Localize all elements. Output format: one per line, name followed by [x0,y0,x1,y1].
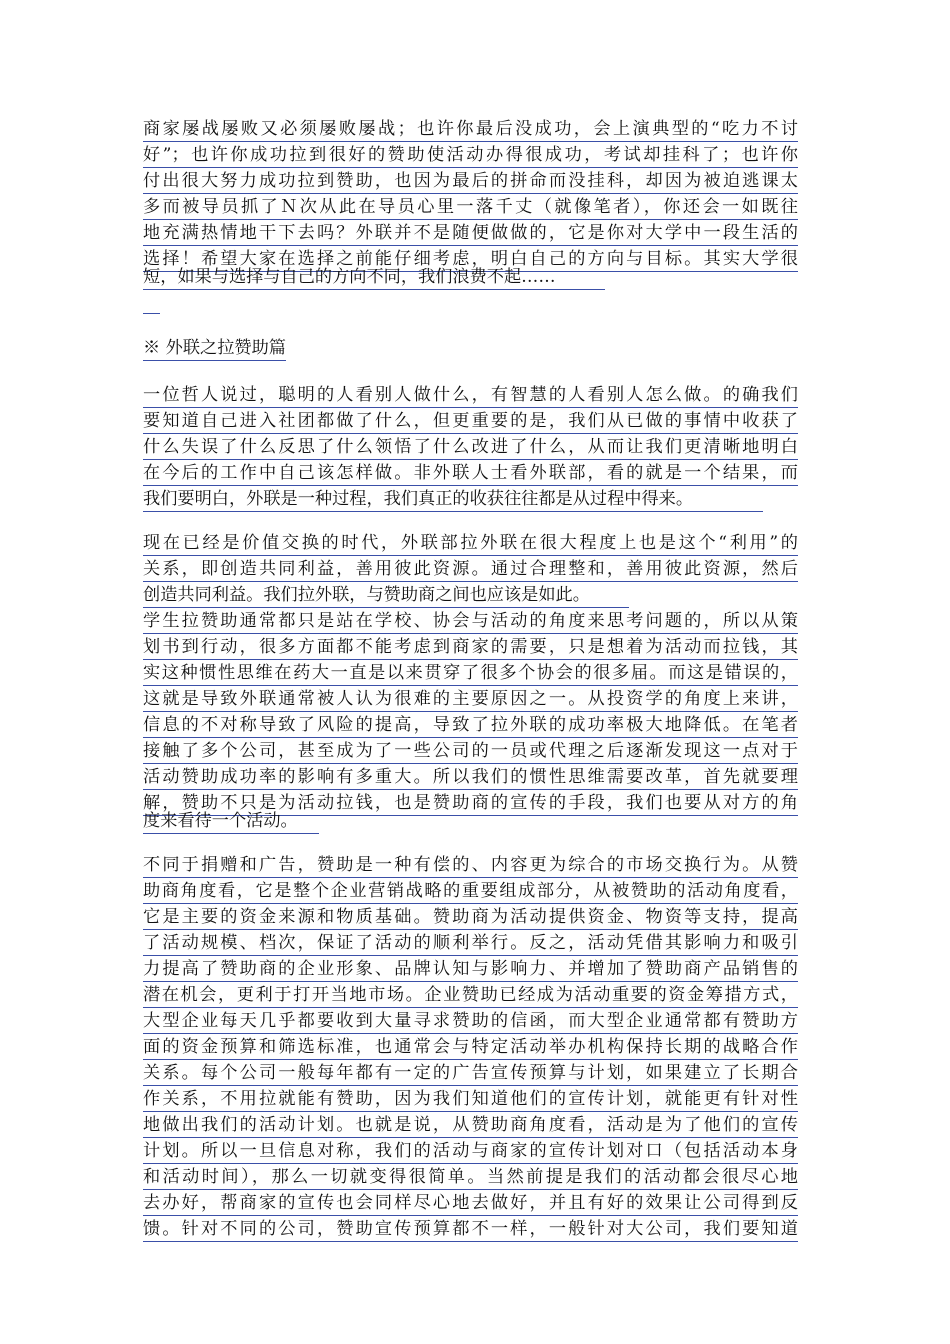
text-line: 我们要明白，外联是一种过程，我们真正的收获往往都是从过程中得来。 [143,486,763,512]
text-line: 一位哲人说过，聪明的人看别人做什么，有智慧的人看别人怎么做。的确我们 [143,382,798,408]
text-line: 计划。所以一旦信息对称，我们的活动与商家的宣传计划对口（包括活动本身 [143,1138,798,1164]
text-line: 潜在机会，更利于打开当地市场。企业赞助已经成为活动重要的资金筹措方式， [143,982,798,1008]
section-heading: ※ 外联之拉赞助篇 [143,335,286,361]
text-line: 和活动时间），那么一切就变得很简单。当然前提是我们的活动都会很尽心地 [143,1164,798,1190]
text-line: 在今后的工作中自己该怎样做。非外联人士看外联部，看的就是一个结果，而 [143,460,798,486]
text-line: 什么失误了什么反思了什么领悟了什么改进了什么，从而让我们更清晰地明白 [143,434,798,460]
text-line: 商家屡战屡败又必须屡败屡战；也许你最后没成功，会上演典型的“吃力不讨 [143,116,798,142]
text-line: 助商角度看，它是整个企业营销战略的重要组成部分，从被赞助的活动角度看， [143,878,798,904]
text-line: 创造共同利益。我们拉外联，与赞助商之间也应该是如此。 [143,582,629,608]
text-line: 面的资金预算和筛选标准，也通常会与特定活动举办机构保持长期的战略合作 [143,1034,798,1060]
text-line: 要知道自己进入社团都做了什么，但更重要的是，我们从已做的事情中收获了 [143,408,798,434]
text-line: 付出很大努力成功拉到赞助，也因为最后的拼命而没挂科，却因为被迫逃课太 [143,168,798,194]
text-line: 信息的不对称导致了风险的提高，导致了拉外联的成功率极大地降低。在笔者 [143,712,798,738]
text-line: 作关系，不用拉就能有赞助，因为我们知道他们的宣传计划，就能更有针对性 [143,1086,798,1112]
text-line: 它是主要的资金来源和物质基础。赞助商为活动提供资金、物资等支持，提高 [143,904,798,930]
text-line: 馈。针对不同的公司，赞助宣传预算都不一样，一般针对大公司，我们要知道 [143,1216,798,1242]
text-line: 大型企业每天几乎都要收到大量寻求赞助的信函，而大型企业通常都有赞助方 [143,1008,798,1034]
empty-line-mark [143,313,160,314]
text-line: 实这种惯性思维在药大一直是以来贯穿了很多个协会的很多届。而这是错误的， [143,660,798,686]
text-line: 选择！希望大家在选择之前能仔细考虑，明白自己的方向与目标。其实大学很 [143,246,798,272]
text-line: 地充满热情地干下去吗？外联并不是随便做做的，它是你对大学中一段生活的 [143,220,798,246]
text-line: 了活动规模、档次，保证了活动的顺利举行。反之，活动凭借其影响力和吸引 [143,930,798,956]
text-line: 不同于捐赠和广告，赞助是一种有偿的、内容更为综合的市场交换行为。从赞 [143,852,798,878]
text-line: 关系，即创造共同利益，善用彼此资源。通过合理整和，善用彼此资源，然后 [143,556,798,582]
text-line: 这就是导致外联通常被人认为很难的主要原因之一。从投资学的角度上来讲， [143,686,798,712]
text-line: 力提高了赞助商的企业形象、品牌认知与影响力、并增加了赞助商产品销售的 [143,956,798,982]
text-line: 接触了多个公司，甚至成为了一些公司的一员或代理之后逐渐发现这一点对于 [143,738,798,764]
text-line: 去办好，帮商家的宣传也会同样尽心地去做好，并且有好的效果让公司得到反 [143,1190,798,1216]
text-line: 短，如果与选择与自己的方向不同，我们浪费不起…… [143,264,605,290]
text-line: 划书到行动，很多方面都不能考虑到商家的需要，只是想着为活动而拉钱，其 [143,634,798,660]
text-line: 多而被导员抓了Ｎ次从此在导员心里一落千丈（就像笔者），你还会一如既往 [143,194,798,220]
text-line: 度来看待一个活动。 [143,808,319,834]
text-line: 活动赞助成功率的影响有多重大。所以我们的惯性思维需要改革，首先就要理 [143,764,798,790]
text-line: 地做出我们的活动计划。也就是说，从赞助商角度看，活动是为了他们的宣传 [143,1112,798,1138]
text-line: 关系。每个公司一般每年都有一定的广告宣传预算与计划，如果建立了长期合 [143,1060,798,1086]
text-line: 学生拉赞助通常都只是站在学校、协会与活动的角度来思考问题的，所以从策 [143,608,798,634]
text-line: 现在已经是价值交换的时代，外联部拉外联在很大程度上也是这个“利用”的 [143,530,798,556]
text-line: 好”；也许你成功拉到很好的赞助使活动办得很成功，考试却挂科了；也许你 [143,142,798,168]
text-line: 解，赞助不只是为活动拉钱，也是赞助商的宣传的手段，我们也要从对方的角 [143,790,798,816]
